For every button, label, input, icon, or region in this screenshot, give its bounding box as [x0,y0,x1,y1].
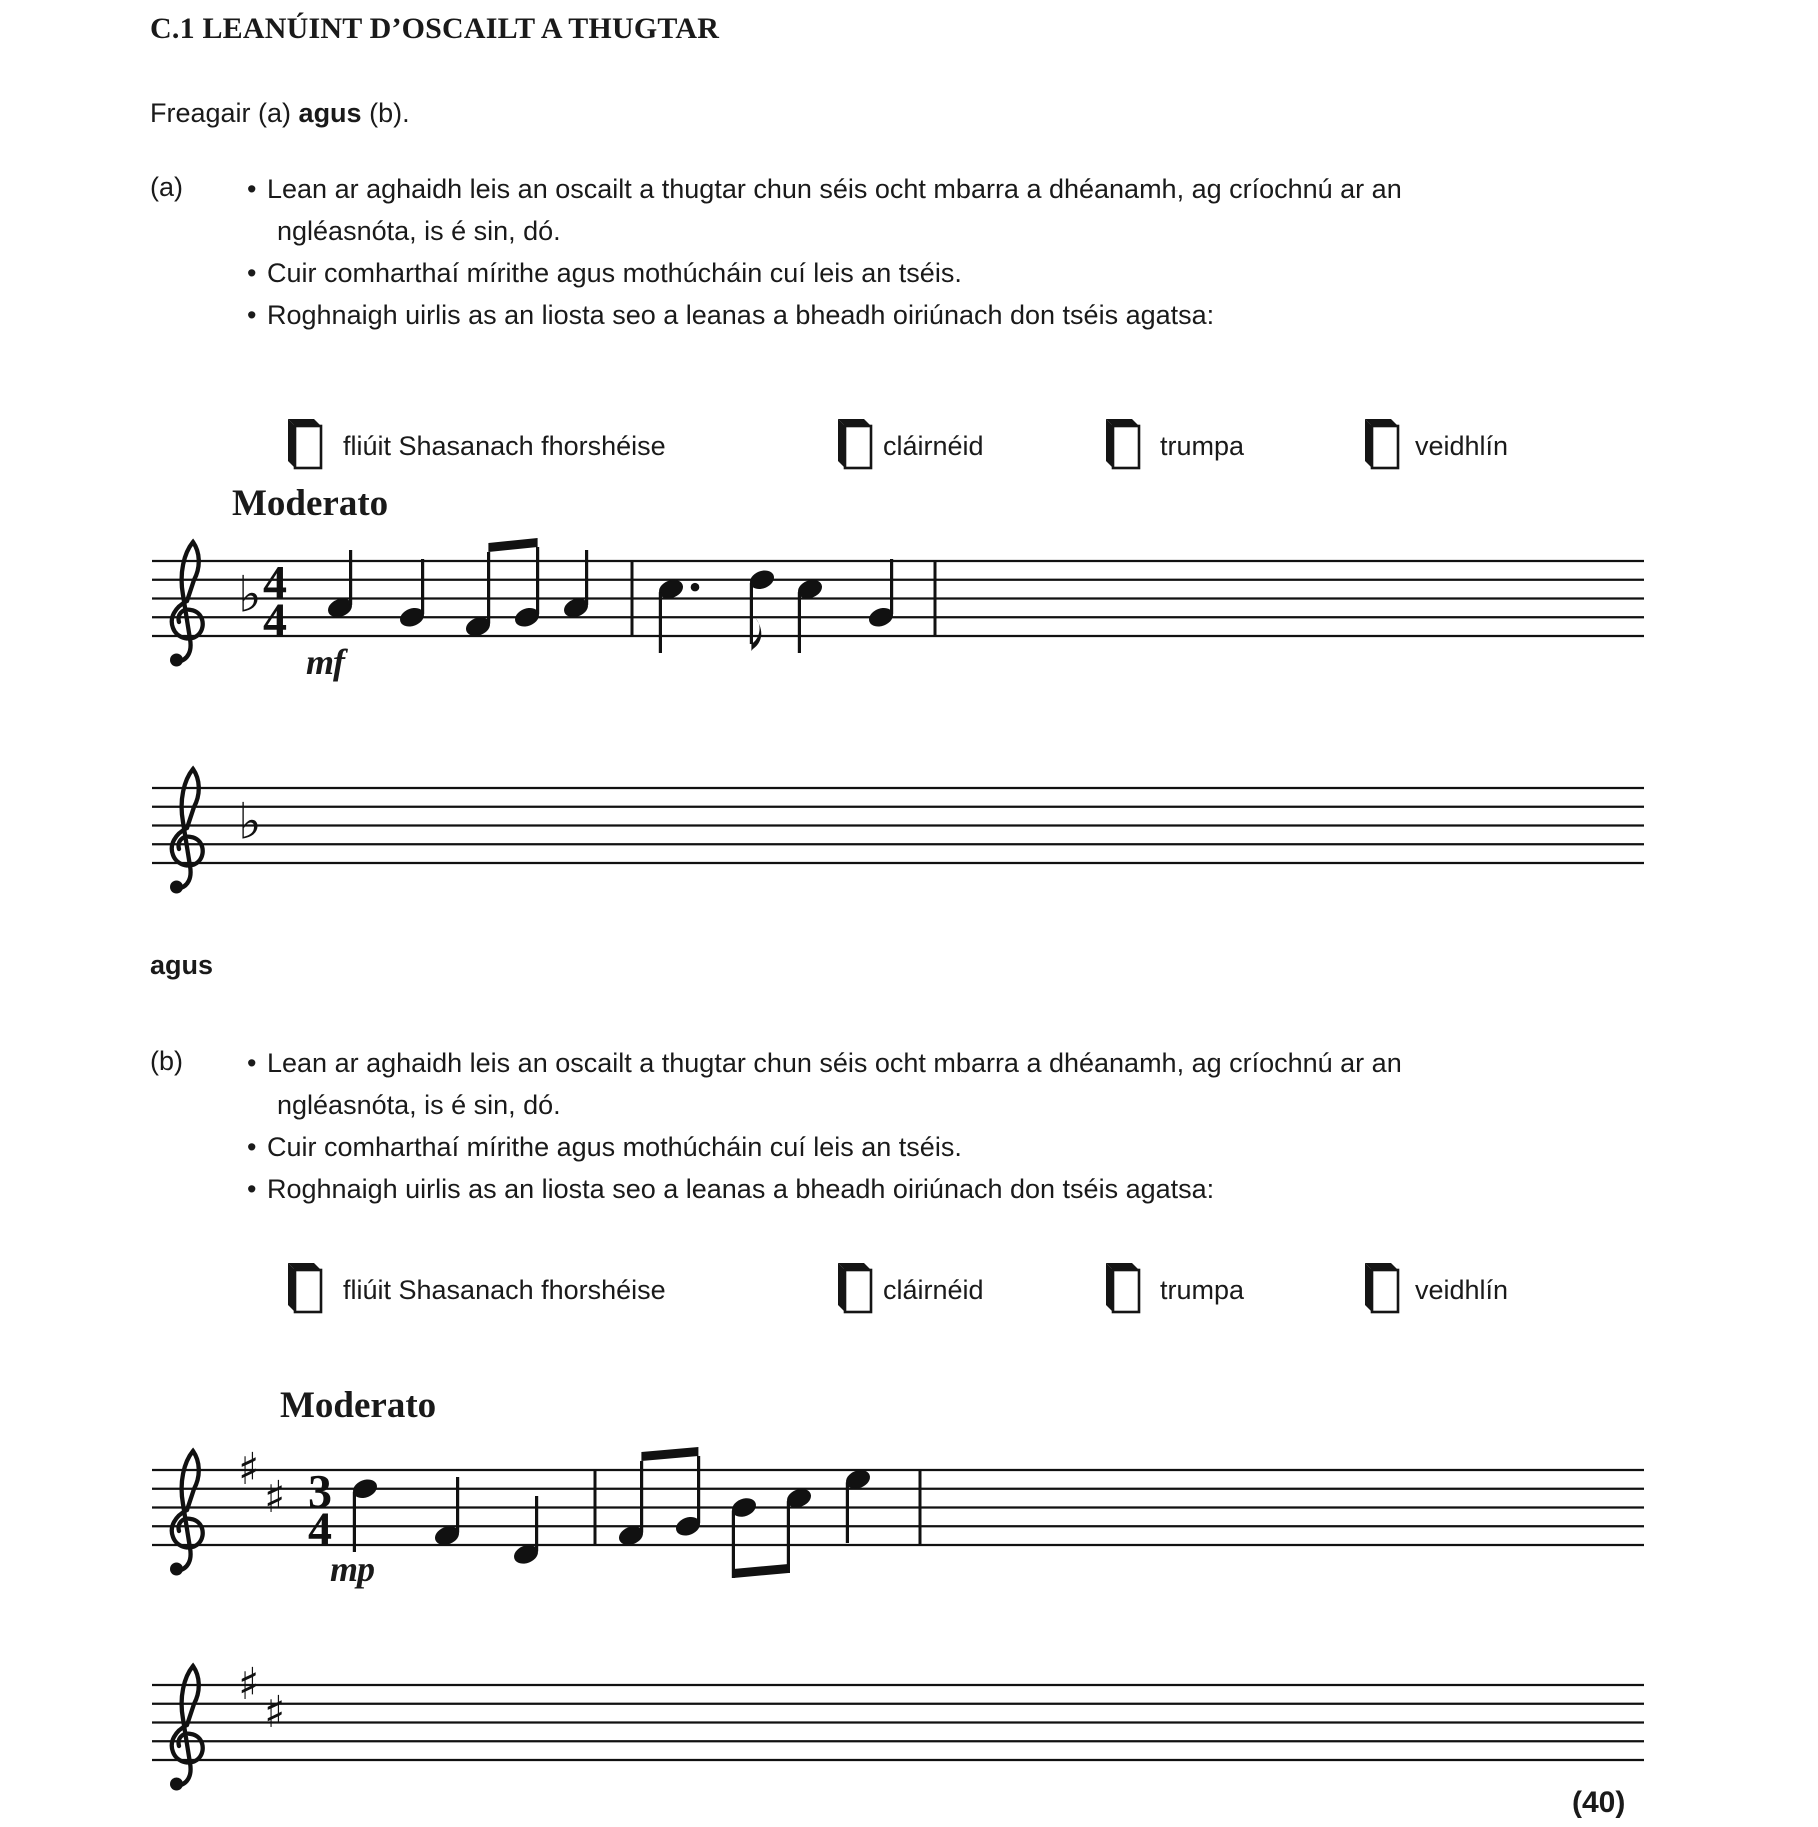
note-G4 [512,547,541,630]
sharp-sign-icon: ♯ [238,1659,260,1710]
instrument-checkbox[interactable] [286,418,324,472]
intro-pre: Freagair (a) [150,98,299,128]
bullet-text: ngléasnóta, is é sin, dó. [277,1090,561,1120]
beam [641,1447,698,1461]
instrument-label: veidhlín [1415,1275,1509,1305]
tempo-marking-a: Moderato [232,483,389,524]
intro-post: (b). [361,98,410,128]
staff-b-given [150,1425,1650,1605]
augmentation-dot [691,583,700,592]
note-D5 [350,1476,379,1552]
staff-svg-answer-staff-b[interactable] [150,1640,1650,1820]
instrument-label: fliúit Shasanach fhorshéise [343,431,666,461]
instrument-checkbox[interactable] [1363,418,1401,472]
note-G4 [866,559,895,630]
bullet-text: Lean ar aghaidh leis an oscailt a thugtar chun séis ocht mbarra a dhéanamh, ag críochnú ar an [267,1048,1402,1078]
note-G4 [673,1456,702,1539]
time-signature-digit: 3 [308,1465,332,1519]
beam [488,538,537,552]
tempo-marking-b: Moderato [280,1385,437,1426]
bullet-text: Cuir comharthaí mírithe agus mothúcháin cuí leis an tséis. [267,258,962,288]
note-G4 [397,559,426,630]
bullet-line [277,214,561,248]
bullet-text: Roghnaigh uirlis as an liosta seo a leanas a bheadh oiriúnach don tséis agatsa: [267,300,1215,330]
staff-a-answer[interactable] [150,743,1650,923]
flat-sign-icon: ♭ [238,565,262,624]
bullet-line [247,1172,1214,1206]
note-C5 [795,577,824,653]
dynamic-marking-a: mf [306,642,344,682]
sharp-sign-icon: ♯ [264,1472,286,1524]
page-title: C.1 LEANÚINT D’OSCAILT A THUGTAR [150,12,720,45]
time-signature-digit: 4 [263,594,287,647]
section-a-label: (a) [150,172,183,202]
instrument-label: cláirnéid [883,431,984,461]
bullet-line [247,1046,1402,1080]
divider-agus: agus [150,950,214,980]
instrument-checkbox[interactable] [1363,1262,1401,1316]
time-signature-digit: 4 [263,556,287,610]
time-signature-digit: 4 [308,1503,332,1556]
bullet-text: Lean ar aghaidh leis an oscailt a thugtar chun séis ocht mbarra a dhéanamh, ag críochnú ar an [267,174,1402,204]
bullet-marker: • [247,258,257,288]
bullet-text: ngléasnóta, is é sin, dó. [277,216,561,246]
bullet-line [277,1088,561,1122]
bullet-marker: • [247,1174,257,1204]
beam [733,1564,788,1578]
staff-svg-given-opening-a [150,516,1650,696]
staff-svg-given-opening-b [150,1425,1650,1605]
instrument-label: cláirnéid [883,1275,984,1305]
bullet-marker: • [247,300,257,330]
instrument-label: fliúit Shasanach fhorshéise [343,1275,666,1305]
instrument-checkbox[interactable] [1104,1262,1142,1316]
note-F#4 [616,1461,645,1548]
bullet-line [247,298,1214,332]
section-b-label: (b) [150,1046,183,1076]
note-D5 [747,567,776,651]
intro-bold-agus: agus [298,98,362,128]
note-C5 [656,577,699,653]
staff-a-given [150,516,1650,696]
instrument-checkbox[interactable] [836,418,874,472]
bullet-text: Cuir comharthaí mírithe agus mothúcháin cuí leis an tséis. [267,1132,962,1162]
sharp-sign-icon: ♯ [238,1444,260,1495]
bullet-marker: • [247,1132,257,1162]
flat-sign-icon: ♭ [238,792,262,851]
instrument-checkbox[interactable] [1104,418,1142,472]
sharp-sign-icon: ♯ [264,1687,286,1739]
instrument-label: trumpa [1160,1275,1245,1305]
staff-svg-answer-staff-a[interactable] [150,743,1650,923]
marks-total: (40) [1572,1786,1626,1819]
instrument-options-row-b [0,1262,1818,1322]
bullet-marker: • [247,174,257,204]
instrument-checkbox[interactable] [836,1262,874,1316]
instrument-label: trumpa [1160,431,1245,461]
intro-text [150,98,410,129]
note-C#5 [784,1486,813,1573]
bullet-line [247,172,1402,206]
staff-b-answer[interactable] [150,1640,1650,1820]
instrument-label: veidhlín [1415,431,1509,461]
instrument-options-row-a [0,418,1818,478]
note-B4 [729,1495,758,1578]
dynamic-marking-b: mp [330,1549,375,1589]
note-E5 [843,1467,872,1543]
note-F4 [463,552,492,639]
bullet-text: Roghnaigh uirlis as an liosta seo a leanas a bheadh oiriúnach don tséis agatsa: [267,1174,1215,1204]
bullet-marker: • [247,1048,257,1078]
bullet-line [247,256,962,290]
instrument-checkbox[interactable] [286,1262,324,1316]
bullet-line [247,1130,962,1164]
